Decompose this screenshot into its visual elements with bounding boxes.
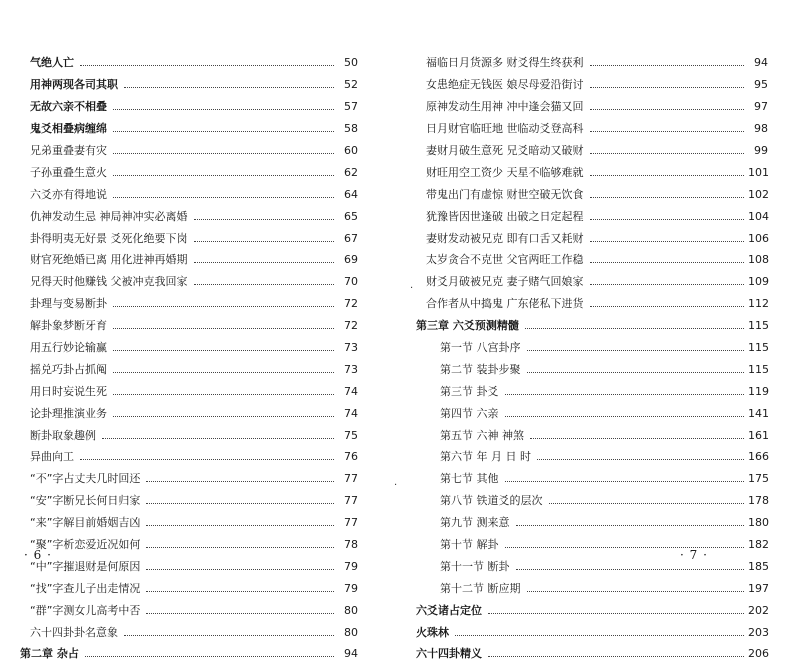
toc-entry-title: “来”字解目前婚姻吉凶 [30, 516, 141, 530]
toc-entry [416, 118, 768, 140]
dot-leader [113, 350, 334, 351]
dot-mark: · [394, 480, 398, 491]
toc-entry-page: 180 [748, 516, 769, 530]
toc-entry-page: 74 [344, 406, 358, 420]
toc-entry [20, 227, 358, 249]
toc-entry-page: 72 [344, 319, 358, 333]
dot-leader [113, 153, 334, 154]
toc-entry-page: 79 [344, 581, 358, 595]
toc-entry-title: 第三节 卦爻 [440, 384, 499, 398]
dot-leader [590, 241, 745, 242]
toc-entry-title: 火珠林 [416, 625, 449, 639]
toc-entry-page: 109 [748, 275, 769, 289]
toc-entry [20, 446, 358, 468]
toc-entry [416, 358, 768, 380]
toc-entry [416, 621, 768, 643]
toc-entry [416, 52, 768, 74]
toc-entry [416, 402, 768, 424]
dot-leader [527, 372, 745, 373]
toc-entry-page: 94 [754, 56, 768, 70]
toc-entry-page: 77 [344, 472, 358, 486]
toc-entry-page: 65 [344, 209, 358, 223]
toc-entry [416, 315, 768, 337]
toc-entry-page: 69 [344, 253, 358, 267]
toc-entry [416, 96, 768, 118]
dot-leader [80, 65, 334, 66]
toc-entry [20, 555, 358, 577]
toc-entry [416, 424, 768, 446]
toc-entry-page: 50 [344, 56, 358, 70]
toc-entry-title: 卦得明夷无好景 爻死化绝要下岗 [30, 231, 188, 245]
toc-entry-title: “中”字摧退财是何原因 [30, 559, 141, 573]
dot-leader [590, 65, 745, 66]
dot-leader [146, 547, 334, 548]
toc-entry [416, 140, 768, 162]
left-page [0, 0, 396, 661]
dot-leader [113, 328, 334, 329]
dot-leader [505, 416, 745, 417]
toc-entry [416, 643, 768, 665]
toc-entry [416, 490, 768, 512]
toc-entry-title: 仇神发动生忌 神局神冲实必离婚 [30, 209, 188, 223]
dot-leader [590, 219, 745, 220]
toc-entry-title: 用五行妙论输赢 [30, 341, 107, 355]
toc-entry-page: 178 [748, 494, 769, 508]
toc-entry-page: 80 [344, 603, 358, 617]
dot-leader [146, 481, 334, 482]
toc-entry-page: 166 [748, 450, 769, 464]
toc-entry [20, 490, 358, 512]
toc-entry-title: 财旺用空工资少 天星不临够难就 [426, 165, 584, 179]
toc-entry [20, 643, 358, 665]
dot-leader [530, 438, 744, 439]
toc-entry [416, 534, 768, 556]
toc-entry-page: 175 [748, 472, 769, 486]
toc-entry-title: 第四节 六亲 [440, 406, 499, 420]
dot-leader [113, 197, 334, 198]
toc-entry [20, 424, 358, 446]
right-page [394, 0, 793, 661]
dot-leader [590, 262, 745, 263]
dot-leader [455, 635, 744, 636]
dot-leader [194, 262, 335, 263]
dot-leader [505, 547, 745, 548]
toc-entry-page: 57 [344, 100, 358, 114]
toc-entry-title: 第十节 解卦 [440, 538, 499, 552]
toc-entry [20, 293, 358, 315]
toc-entry [20, 315, 358, 337]
toc-entry-title: 第八节 铁道爻的层次 [440, 494, 543, 508]
toc-entry-title: 六十四卦精义 [416, 647, 482, 661]
toc-entry [416, 555, 768, 577]
toc-entry-title: 第二节 装卦步聚 [440, 362, 521, 376]
toc-entry [416, 249, 768, 271]
toc-entry-page: 76 [344, 450, 358, 464]
toc-entry-title: 摇兑巧卦占抓阄 [30, 362, 107, 376]
toc-entry-title: 第六节 年 月 日 时 [440, 450, 531, 464]
dot-leader [590, 153, 745, 154]
dot-leader [113, 394, 334, 395]
toc-entry-page: 75 [344, 428, 358, 442]
dot-leader [590, 131, 745, 132]
toc-entry-page: 77 [344, 494, 358, 508]
toc-entry-page: 95 [754, 78, 768, 92]
toc-entry-title: 六十四卦卦名意象 [30, 625, 118, 639]
toc-entry [416, 468, 768, 490]
dot-leader [113, 109, 334, 110]
toc-entry-page: 80 [344, 625, 358, 639]
toc-entry-page: 67 [344, 231, 358, 245]
toc-entry [416, 577, 768, 599]
dot-leader [85, 656, 334, 657]
toc-entry-title: 气绝人亡 [30, 56, 74, 70]
toc-entry-title: 解卦象梦断牙育 [30, 319, 107, 333]
toc-entry-title: 第九节 测来意 [440, 516, 510, 530]
toc-entry-title: 兄得天时他赚钱 父被冲克我回家 [30, 275, 188, 289]
toc-entry-page: 202 [748, 603, 769, 617]
dot-leader [146, 503, 334, 504]
dot-leader [113, 416, 334, 417]
dot-leader [113, 306, 334, 307]
toc-entry-title: 第二章 杂占 [20, 647, 79, 661]
dot-leader [537, 459, 744, 460]
toc-entry-page: 112 [748, 297, 769, 311]
toc-entry-page: 203 [748, 625, 769, 639]
toc-entry-page: 182 [748, 538, 769, 552]
toc-entry [20, 249, 358, 271]
dot-leader [113, 175, 334, 176]
toc-entry-page: 62 [344, 165, 358, 179]
toc-entry-title: 兄弟重叠妻有灾 [30, 144, 107, 157]
toc-entry-page: 101 [748, 165, 769, 179]
toc-entry [416, 512, 768, 534]
toc-entry-title: “聚”字析恋爱近况如何 [30, 538, 141, 552]
toc-entry-title: 无故六亲不相叠 [30, 100, 107, 114]
toc-entry-page: 102 [748, 187, 769, 201]
toc-entry [20, 118, 358, 140]
toc-entry-title: 六爻诸占定位 [416, 603, 482, 617]
toc-entry-page: 70 [344, 275, 358, 289]
toc-entry [416, 183, 768, 205]
toc-entry [20, 205, 358, 227]
toc-entry-title: 日月财官临旺地 世临动爻登高科 [426, 122, 584, 136]
dot-leader [590, 87, 745, 88]
dot-leader [146, 591, 334, 592]
dot-leader [124, 87, 334, 88]
toc-entry [416, 205, 768, 227]
toc-entry [20, 140, 358, 162]
toc-entry [416, 161, 768, 183]
toc-entry-title: 用日时妄说生死 [30, 384, 107, 398]
toc-entry [20, 468, 358, 490]
toc-entry [416, 599, 768, 621]
dot-leader [194, 219, 335, 220]
toc-entry-title: 财爻月破被兄克 妻子赌气回娘家 [426, 275, 584, 289]
toc-list-left [20, 52, 358, 665]
toc-entry-page: 206 [748, 647, 769, 661]
toc-entry [20, 621, 358, 643]
toc-entry [20, 534, 358, 556]
dot-leader [516, 569, 745, 570]
toc-entry-page: 64 [344, 187, 358, 201]
toc-entry-page: 115 [748, 341, 769, 355]
dot-leader [124, 635, 334, 636]
dot-leader [505, 394, 745, 395]
toc-entry-title: 第三章 六爻预测精髓 [416, 319, 519, 333]
dot-leader [590, 284, 745, 285]
toc-entry-page: 104 [748, 209, 769, 223]
toc-entry [20, 96, 358, 118]
toc-entry [20, 337, 358, 359]
toc-entry-title: “安”字断兄长何日归家 [30, 494, 141, 508]
toc-entry-page: 108 [748, 253, 769, 267]
toc-entry-title: 妻财发动被兄克 即有口舌又耗财 [426, 231, 584, 245]
dot-leader [590, 175, 745, 176]
toc-entry-title: 财官死绝婚已离 用化进神再婚期 [30, 253, 188, 267]
toc-entry-title: 鬼爻相叠病缠绵 [30, 122, 107, 136]
toc-entry-page: 197 [748, 581, 769, 595]
toc-entry-title: 带鬼出门有虚惊 财世空破无饮食 [426, 187, 584, 201]
dot-leader [590, 109, 745, 110]
dot-leader [527, 350, 745, 351]
toc-entry-page: 99 [754, 144, 768, 157]
toc-entry-title: 第五节 六神 神煞 [440, 428, 524, 442]
toc-entry-page: 72 [344, 297, 358, 311]
toc-entry-title: 合作者从中捣鬼 广东佬私下进货 [426, 297, 584, 311]
toc-entry-page: 119 [748, 384, 769, 398]
toc-entry-title: 子孙重叠生意火 [30, 165, 107, 179]
toc-entry [20, 74, 358, 96]
dot-leader [488, 613, 744, 614]
toc-entry [20, 599, 358, 621]
toc-entry-page: 106 [748, 231, 769, 245]
dot-leader [113, 131, 334, 132]
toc-entry [416, 227, 768, 249]
dot-leader [194, 241, 335, 242]
dot-leader [549, 503, 745, 504]
toc-entry-title: 福临日月货源多 财爻得生终获利 [426, 56, 584, 70]
dot-leader [590, 306, 745, 307]
toc-entry-title: 异曲向工 [30, 450, 74, 464]
dot-leader [590, 197, 745, 198]
toc-entry-title: 妻财月破生意死 兄爻暗动又破财 [426, 144, 584, 157]
toc-entry [20, 183, 358, 205]
toc-entry-title: 断卦取象趣例 [30, 428, 96, 442]
toc-entry-page: 58 [344, 122, 358, 136]
toc-entry [416, 337, 768, 359]
dot-leader [194, 284, 335, 285]
toc-entry-title: “群”字测女儿高考中否 [30, 603, 141, 617]
dot-leader [113, 372, 334, 373]
dot-leader [146, 569, 334, 570]
toc-entry-page: 185 [748, 559, 769, 573]
toc-entry-page: 73 [344, 341, 358, 355]
toc-entry-title: 六爻亦有得地说 [30, 187, 107, 201]
dot-leader [527, 591, 745, 592]
dot-leader [146, 525, 334, 526]
toc-entry-page: 98 [754, 122, 768, 136]
toc-entry-page: 52 [344, 78, 358, 92]
toc-entry-page: 115 [748, 362, 769, 376]
dot-leader [516, 525, 745, 526]
toc-entry [20, 512, 358, 534]
toc-entry [416, 74, 768, 96]
toc-entry [416, 293, 768, 315]
toc-entry-page: 79 [344, 559, 358, 573]
toc-entry-page: 73 [344, 362, 358, 376]
toc-entry-page: 60 [344, 144, 358, 157]
toc-entry-page: 161 [748, 428, 769, 442]
toc-entry [416, 446, 768, 468]
toc-entry-title: 第一节 八宫卦序 [440, 341, 521, 355]
toc-entry-title: 原神发动生用神 冲中逢会猫又回 [426, 100, 584, 114]
toc-entry-title: 论卦理推演业务 [30, 406, 107, 420]
page-number-left: · 6 · [24, 548, 52, 562]
dot-leader [102, 438, 334, 439]
toc-entry-title: 太岁贪合不克世 父官两旺工作稳 [426, 253, 584, 267]
dot-mark: · [410, 283, 414, 294]
dot-leader [80, 459, 334, 460]
toc-entry [20, 577, 358, 599]
dot-leader [505, 481, 745, 482]
toc-entry-title: 用神两现各司其职 [30, 78, 118, 92]
toc-list-right [416, 52, 768, 665]
toc-entry-title: 女患绝症无钱医 娘尽母爱沿街讨 [426, 78, 584, 92]
toc-entry-page: 141 [748, 406, 769, 420]
toc-entry-page: 77 [344, 516, 358, 530]
dot-leader [525, 328, 744, 329]
toc-entry-title: 卦理与变易断卦 [30, 297, 107, 311]
toc-entry [416, 271, 768, 293]
toc-entry [20, 380, 358, 402]
toc-entry [20, 271, 358, 293]
page-number-right: · 7 · [680, 548, 708, 562]
toc-entry-page: 78 [344, 538, 358, 552]
toc-entry [20, 402, 358, 424]
toc-entry-title: “找”字查儿子出走情况 [30, 581, 141, 595]
toc-entry-title: 第七节 其他 [440, 472, 499, 486]
dot-leader [488, 656, 744, 657]
dot-leader [146, 613, 334, 614]
toc-entry-page: 94 [344, 647, 358, 661]
toc-entry [20, 358, 358, 380]
toc-entry [20, 161, 358, 183]
toc-entry-page: 97 [754, 100, 768, 114]
toc-entry-title: “不”字占丈夫几时回还 [30, 472, 141, 486]
toc-entry-title: 第十一节 断卦 [440, 559, 510, 573]
toc-entry-page: 115 [748, 319, 769, 333]
toc-entry [416, 380, 768, 402]
toc-entry [20, 52, 358, 74]
toc-entry-page: 74 [344, 384, 358, 398]
toc-entry-title: 犹豫皆因世逢破 出破之日定起程 [426, 209, 584, 223]
toc-entry-title: 第十二节 断应期 [440, 581, 521, 595]
